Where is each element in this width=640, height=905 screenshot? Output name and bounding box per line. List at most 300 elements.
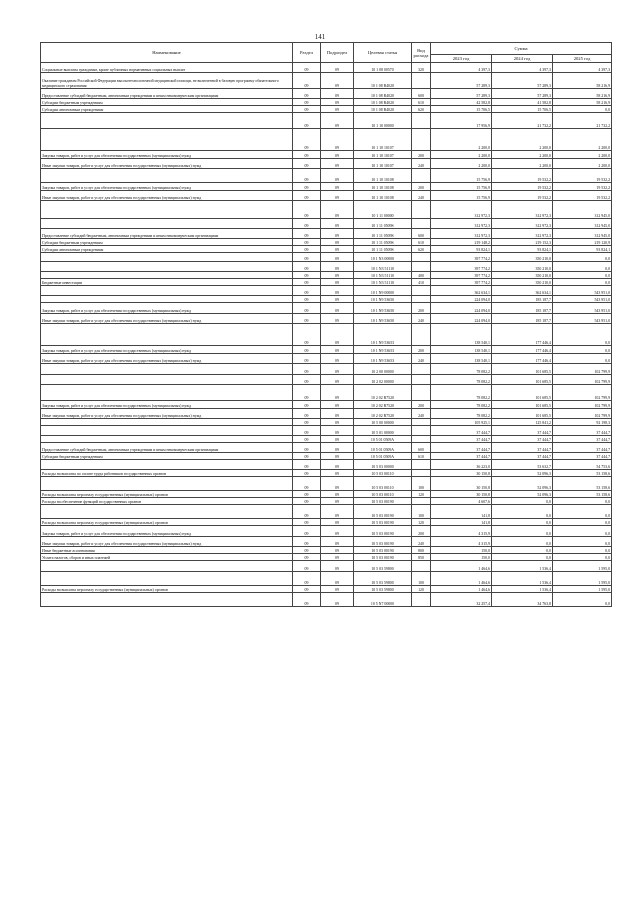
- row-razdel: 09: [293, 151, 321, 159]
- row-name: [41, 324, 293, 346]
- row-name: Иные закупки товаров, работ и услуг для обеспечения государственных (муниципальных) нужд: [41, 191, 293, 201]
- row-name: Иные закупки товаров, работ и услуг для обеспечения государственных (муниципальных) нужд: [41, 537, 293, 547]
- row-razdel: 09: [293, 375, 321, 385]
- row-target-article: 10 5 03 59800: [354, 586, 412, 593]
- row-podrazdel: 09: [321, 89, 354, 99]
- row-target-article: 10 5 01 00000: [354, 426, 412, 436]
- row-expense-type: 600: [412, 443, 431, 453]
- table-row: [41, 519, 612, 526]
- row-name: [41, 169, 293, 183]
- row-sum-2023: 78 082,2: [431, 409, 492, 419]
- row-name: [41, 364, 293, 375]
- row-expense-type: 200: [412, 183, 431, 191]
- row-sum-2024: 34 763,8: [492, 593, 553, 607]
- row-sum-2025: 0,0: [553, 253, 612, 262]
- row-expense-type: [412, 364, 431, 375]
- row-expense-type: [412, 375, 431, 385]
- row-sum-2023: 1 464,6: [431, 572, 492, 586]
- row-target-article: 10 5 03 00190: [354, 526, 412, 537]
- row-expense-type: [412, 286, 431, 296]
- row-podrazdel: 09: [321, 561, 354, 572]
- header-year-2025: 2025 год: [553, 55, 612, 63]
- row-sum-2023: 105 925,1: [431, 419, 492, 426]
- row-podrazdel: 09: [321, 470, 354, 477]
- row-target-article: 10 1 N9 53653: [354, 346, 412, 354]
- row-target-article: 10 5 03 00110: [354, 477, 412, 491]
- row-razdel: 09: [293, 169, 321, 183]
- row-sum-2023: 15 756,9: [431, 183, 492, 191]
- row-sum-2023: 4 315,9: [431, 526, 492, 537]
- row-target-article: 10 1 11 00000: [354, 201, 412, 219]
- row-expense-type: 620: [412, 106, 431, 113]
- row-podrazdel: 09: [321, 63, 354, 73]
- row-sum-2023: 2 200,0: [431, 151, 492, 159]
- row-razdel: 09: [293, 498, 321, 505]
- table-row: [41, 151, 612, 159]
- row-target-article: 10 1 08 00570: [354, 63, 412, 73]
- row-expense-type: 200: [412, 526, 431, 537]
- row-sum-2024: 312 972,3: [492, 219, 553, 229]
- row-target-article: 10 5 03 00190: [354, 554, 412, 561]
- row-razdel: 09: [293, 586, 321, 593]
- row-name: [41, 375, 293, 385]
- row-expense-type: [412, 201, 431, 219]
- row-name: Закупка товаров, работ и услуг для обеспечения государственных (муниципальных) нужд: [41, 303, 293, 314]
- row-target-article: 10 5 03 00190: [354, 519, 412, 526]
- row-target-article: 10 5 01 0509А: [354, 443, 412, 453]
- row-sum-2023: 138 540,1: [431, 324, 492, 346]
- row-razdel: 09: [293, 262, 321, 272]
- row-podrazdel: 09: [321, 169, 354, 183]
- row-razdel: 09: [293, 296, 321, 303]
- row-target-article: 10 5 03 00190: [354, 505, 412, 519]
- row-sum-2025: 19 532,2: [553, 183, 612, 191]
- row-name: Закупка товаров, работ и услуг для обеспечения государственных (муниципальных) нужд: [41, 183, 293, 191]
- row-name: Иные закупки товаров, работ и услуг для обеспечения государственных (муниципальных) нужд: [41, 409, 293, 419]
- header-podrazdel: Подраздел: [321, 43, 354, 63]
- table-row: [41, 547, 612, 554]
- row-sum-2025: 0,0: [553, 554, 612, 561]
- row-sum-2024: 37 444,7: [492, 443, 553, 453]
- row-podrazdel: 09: [321, 246, 354, 253]
- row-razdel: 09: [293, 519, 321, 526]
- row-sum-2025: 102 799,9: [553, 409, 612, 419]
- row-sum-2025: 37 444,7: [553, 436, 612, 443]
- row-sum-2025: 0,0: [553, 262, 612, 272]
- row-target-article: 10 5 01 0509А: [354, 453, 412, 460]
- row-sum-2025: 312 945,0: [553, 219, 612, 229]
- row-sum-2024: 0,0: [492, 547, 553, 554]
- row-sum-2023: 150,0: [431, 554, 492, 561]
- header-expense-type: Вид расхода: [412, 43, 431, 63]
- row-razdel: 09: [293, 572, 321, 586]
- row-sum-2024: 52 096,3: [492, 491, 553, 498]
- row-expense-type: 610: [412, 99, 431, 106]
- row-expense-type: [412, 73, 431, 89]
- row-sum-2025: 37 444,7: [553, 443, 612, 453]
- table-row: [41, 183, 612, 191]
- table-row: [41, 572, 612, 586]
- row-sum-2023: 57 289,3: [431, 89, 492, 99]
- row-name: [41, 286, 293, 296]
- row-target-article: 10 1 N9 53653: [354, 324, 412, 346]
- row-expense-type: [412, 169, 431, 183]
- row-sum-2025: 37 444,7: [553, 453, 612, 460]
- row-expense-type: [412, 129, 431, 151]
- table-row: [41, 554, 612, 561]
- table-row: [41, 453, 612, 460]
- row-name: Закупка товаров, работ и услуг для обеспечения государственных (муниципальных) нужд: [41, 346, 293, 354]
- row-name: Расходы на обеспечение функций государственных органов: [41, 498, 293, 505]
- row-name: [41, 129, 293, 151]
- row-sum-2023: 37 444,7: [431, 436, 492, 443]
- row-sum-2023: 78 082,2: [431, 401, 492, 409]
- row-sum-2024: 1 536,4: [492, 572, 553, 586]
- row-sum-2025: 0,0: [553, 526, 612, 537]
- row-sum-2024: 0,0: [492, 505, 553, 519]
- row-sum-2024: 177 446,4: [492, 346, 553, 354]
- row-expense-type: 410: [412, 279, 431, 286]
- row-name: Иные закупки товаров, работ и услуг для обеспечения государственных (муниципальных) нужд: [41, 159, 293, 169]
- row-expense-type: [412, 498, 431, 505]
- table-row: [41, 106, 612, 113]
- row-expense-type: 200: [412, 151, 431, 159]
- row-sum-2024: 350 210,0: [492, 279, 553, 286]
- row-razdel: 09: [293, 159, 321, 169]
- row-target-article: 10 1 10 10107: [354, 151, 412, 159]
- row-sum-2023: 36 223,0: [431, 460, 492, 470]
- row-razdel: 09: [293, 113, 321, 129]
- row-razdel: 09: [293, 526, 321, 537]
- row-razdel: 09: [293, 354, 321, 364]
- row-razdel: 09: [293, 491, 321, 498]
- header-sum: Сумма: [431, 43, 612, 55]
- table-row: [41, 470, 612, 477]
- row-razdel: 09: [293, 253, 321, 262]
- row-sum-2024: 185 187,7: [492, 296, 553, 303]
- row-podrazdel: 09: [321, 436, 354, 443]
- page-number: 141: [314, 33, 326, 41]
- row-sum-2024: 350 210,0: [492, 272, 553, 279]
- row-expense-type: 320: [412, 63, 431, 73]
- row-sum-2024: 15 706,5: [492, 106, 553, 113]
- row-sum-2023: 312 972,3: [431, 229, 492, 239]
- row-sum-2025: 2 200,0: [553, 129, 612, 151]
- table-row: [41, 201, 612, 219]
- row-podrazdel: 09: [321, 99, 354, 106]
- row-name: [41, 385, 293, 401]
- row-podrazdel: 09: [321, 354, 354, 364]
- row-sum-2023: 138 540,1: [431, 354, 492, 364]
- table-row: [41, 426, 612, 436]
- row-expense-type: [412, 561, 431, 572]
- row-sum-2023: 78 082,2: [431, 385, 492, 401]
- row-podrazdel: 09: [321, 586, 354, 593]
- row-target-article: 10 1 N3 51110: [354, 279, 412, 286]
- row-sum-2023: 224 094,0: [431, 303, 492, 314]
- row-sum-2025: 102 799,9: [553, 375, 612, 385]
- row-name: Расходы на выплаты персоналу государственных (муниципальных) органов: [41, 586, 293, 593]
- row-sum-2023: 30 150,8: [431, 470, 492, 477]
- row-sum-2023: 2 200,0: [431, 159, 492, 169]
- row-sum-2024: 0,0: [492, 519, 553, 526]
- row-podrazdel: 09: [321, 314, 354, 324]
- row-podrazdel: 09: [321, 491, 354, 498]
- header-name: Наименование: [41, 43, 293, 63]
- row-name: Иные закупки товаров, работ и услуг для обеспечения государственных (муниципальных) нужд: [41, 314, 293, 324]
- row-podrazdel: 09: [321, 593, 354, 607]
- row-target-article: 10 1 11 0509S: [354, 239, 412, 246]
- table-row: [41, 63, 612, 73]
- row-sum-2023: 219 148,2: [431, 239, 492, 246]
- row-name: [41, 113, 293, 129]
- row-expense-type: [412, 385, 431, 401]
- row-podrazdel: 09: [321, 279, 354, 286]
- row-razdel: 09: [293, 324, 321, 346]
- row-name: Субсидии автономным учреждениям: [41, 106, 293, 113]
- row-name: [41, 572, 293, 586]
- row-name: [41, 296, 293, 303]
- row-sum-2025: 0,0: [553, 279, 612, 286]
- row-sum-2025: 2 200,0: [553, 151, 612, 159]
- row-target-article: 10 1 08 R4020: [354, 73, 412, 89]
- row-expense-type: 240: [412, 537, 431, 547]
- row-sum-2023: 4 397,3: [431, 63, 492, 73]
- row-name: Закупка товаров, работ и услуг для обеспечения государственных (муниципальных) нужд: [41, 526, 293, 537]
- row-sum-2023: 141,8: [431, 519, 492, 526]
- row-sum-2025: 53 158,6: [553, 470, 612, 477]
- row-razdel: 09: [293, 286, 321, 296]
- table-row: [41, 364, 612, 375]
- row-target-article: 10 1 N9 53653: [354, 354, 412, 364]
- row-expense-type: 100: [412, 477, 431, 491]
- row-sum-2025: 102 799,9: [553, 401, 612, 409]
- row-podrazdel: 09: [321, 401, 354, 409]
- row-podrazdel: 09: [321, 460, 354, 470]
- row-sum-2024: 101 685,5: [492, 385, 553, 401]
- row-razdel: 09: [293, 401, 321, 409]
- table-row: [41, 159, 612, 169]
- row-sum-2024: 19 532,2: [492, 183, 553, 191]
- row-target-article: 10 5 03 00110: [354, 491, 412, 498]
- row-podrazdel: 09: [321, 159, 354, 169]
- row-expense-type: 240: [412, 409, 431, 419]
- row-sum-2024: 37 444,7: [492, 436, 553, 443]
- row-sum-2025: 312 945,0: [553, 201, 612, 219]
- row-target-article: 10 5 03 00110: [354, 470, 412, 477]
- row-razdel: 09: [293, 505, 321, 519]
- row-podrazdel: 09: [321, 409, 354, 419]
- row-podrazdel: 09: [321, 519, 354, 526]
- row-sum-2023: 224 094,0: [431, 296, 492, 303]
- row-sum-2024: 52 096,3: [492, 470, 553, 477]
- row-podrazdel: 09: [321, 477, 354, 491]
- table-row: [41, 409, 612, 419]
- row-sum-2025: 4 397,3: [553, 63, 612, 73]
- table-row: [41, 491, 612, 498]
- row-razdel: 09: [293, 314, 321, 324]
- table-row: [41, 279, 612, 286]
- row-sum-2025: 53 158,6: [553, 477, 612, 491]
- row-target-article: 10 1 08 R4020: [354, 106, 412, 113]
- row-sum-2025: 19 532,2: [553, 191, 612, 201]
- row-target-article: 10 5 03 00000: [354, 460, 412, 470]
- row-sum-2024: 101 685,5: [492, 364, 553, 375]
- row-podrazdel: 09: [321, 364, 354, 375]
- row-sum-2024: 2 200,0: [492, 129, 553, 151]
- row-sum-2023: 30 150,8: [431, 477, 492, 491]
- row-sum-2023: 397 774,2: [431, 253, 492, 262]
- row-name: Предоставление субсидий бюджетным, автономным учреждениям и иным некоммерческим организациям: [41, 443, 293, 453]
- row-name: Субсидии бюджетным учреждениям: [41, 239, 293, 246]
- row-sum-2024: 37 444,7: [492, 426, 553, 436]
- row-razdel: 09: [293, 303, 321, 314]
- table-row: [41, 272, 612, 279]
- row-expense-type: 620: [412, 246, 431, 253]
- row-name: [41, 436, 293, 443]
- row-sum-2024: 37 444,7: [492, 453, 553, 460]
- row-sum-2023: 4 607,6: [431, 498, 492, 505]
- row-razdel: 09: [293, 272, 321, 279]
- row-sum-2023: 4 315,9: [431, 537, 492, 547]
- row-podrazdel: 09: [321, 385, 354, 401]
- row-sum-2023: 312 972,3: [431, 201, 492, 219]
- table-row: [41, 129, 612, 151]
- row-podrazdel: 09: [321, 183, 354, 191]
- row-razdel: 09: [293, 453, 321, 460]
- row-sum-2025: 219 120,9: [553, 239, 612, 246]
- row-razdel: 09: [293, 279, 321, 286]
- row-podrazdel: 09: [321, 537, 354, 547]
- row-sum-2025: 58 216,9: [553, 73, 612, 89]
- row-expense-type: 240: [412, 354, 431, 364]
- row-name: Субсидии бюджетным учреждениям: [41, 99, 293, 106]
- row-name: [41, 419, 293, 426]
- table-row: [41, 296, 612, 303]
- row-target-article: 10 1 N9 53650: [354, 296, 412, 303]
- row-sum-2024: 1 536,4: [492, 586, 553, 593]
- row-sum-2023: 138 540,1: [431, 346, 492, 354]
- row-sum-2024: 19 532,2: [492, 169, 553, 183]
- row-podrazdel: 09: [321, 219, 354, 229]
- row-target-article: 10 1 10 10107: [354, 129, 412, 151]
- row-sum-2024: 1 536,4: [492, 561, 553, 572]
- table-row: [41, 169, 612, 183]
- row-razdel: 09: [293, 561, 321, 572]
- table-row: [41, 286, 612, 296]
- row-sum-2025: 0,0: [553, 593, 612, 607]
- budget-table: [40, 42, 612, 607]
- row-sum-2025: 102 799,9: [553, 364, 612, 375]
- row-expense-type: 200: [412, 346, 431, 354]
- row-podrazdel: 09: [321, 113, 354, 129]
- table-row: [41, 436, 612, 443]
- row-name: Расходы на выплаты персоналу государственных (муниципальных) органов: [41, 491, 293, 498]
- row-name: Предоставление субсидий бюджетным, автономным учреждениям и иным некоммерческим организациям: [41, 89, 293, 99]
- row-target-article: 10 5 03 00190: [354, 498, 412, 505]
- table-row: [41, 246, 612, 253]
- row-razdel: 09: [293, 460, 321, 470]
- table-row: [41, 419, 612, 426]
- row-sum-2024: 57 289,3: [492, 73, 553, 89]
- row-sum-2024: 101 685,5: [492, 409, 553, 419]
- row-sum-2024: 101 685,5: [492, 401, 553, 409]
- row-expense-type: 400: [412, 272, 431, 279]
- row-podrazdel: 09: [321, 498, 354, 505]
- row-sum-2024: 52 096,3: [492, 477, 553, 491]
- row-sum-2025: 1 595,0: [553, 586, 612, 593]
- table-row: [41, 537, 612, 547]
- row-target-article: 10 1 11 0509S: [354, 229, 412, 239]
- row-name: [41, 262, 293, 272]
- table-row: [41, 314, 612, 324]
- row-podrazdel: 09: [321, 526, 354, 537]
- row-name: Оказание гражданам Российской Федерации высокотехнологичной медицинской помощи, не включенной в базовую программу обязательного медицинского страхования: [41, 73, 293, 89]
- row-name: [41, 201, 293, 219]
- row-sum-2025: 21 732,2: [553, 113, 612, 129]
- row-target-article: 10 1 08 R4020: [354, 99, 412, 106]
- row-target-article: 10 5 03 59800: [354, 572, 412, 586]
- row-expense-type: [412, 296, 431, 303]
- row-podrazdel: 09: [321, 324, 354, 346]
- row-razdel: 09: [293, 537, 321, 547]
- header-year-2024: 2024 год: [492, 55, 553, 63]
- row-sum-2025: 543 951,0: [553, 314, 612, 324]
- row-target-article: 10 1 10 00000: [354, 113, 412, 129]
- row-target-article: 10 1 N3 51110: [354, 262, 412, 272]
- row-expense-type: [412, 262, 431, 272]
- table-row: [41, 354, 612, 364]
- row-expense-type: 800: [412, 547, 431, 554]
- row-target-article: 10 1 11 0509S: [354, 219, 412, 229]
- row-expense-type: 120: [412, 586, 431, 593]
- row-sum-2024: 4 397,3: [492, 63, 553, 73]
- row-razdel: 09: [293, 364, 321, 375]
- row-sum-2023: 15 756,9: [431, 169, 492, 183]
- row-target-article: 10 1 10 10108: [354, 169, 412, 183]
- row-sum-2023: 2 200,0: [431, 129, 492, 151]
- row-sum-2023: 93 824,1: [431, 246, 492, 253]
- row-razdel: 09: [293, 385, 321, 401]
- row-expense-type: [412, 426, 431, 436]
- row-expense-type: [412, 470, 431, 477]
- table-row: [41, 219, 612, 229]
- row-razdel: 09: [293, 470, 321, 477]
- row-razdel: 09: [293, 201, 321, 219]
- row-podrazdel: 09: [321, 239, 354, 246]
- row-sum-2024: 0,0: [492, 537, 553, 547]
- row-name: Иные бюджетные ассигнования: [41, 547, 293, 554]
- row-name: Расходы на выплаты по оплате труда работников государственных органов: [41, 470, 293, 477]
- row-razdel: 09: [293, 191, 321, 201]
- row-sum-2023: 141,8: [431, 505, 492, 519]
- row-sum-2023: 312 972,3: [431, 219, 492, 229]
- row-expense-type: 600: [412, 229, 431, 239]
- row-expense-type: 100: [412, 505, 431, 519]
- row-podrazdel: 09: [321, 296, 354, 303]
- row-sum-2025: 1 595,0: [553, 561, 612, 572]
- row-razdel: 09: [293, 129, 321, 151]
- table-row: [41, 239, 612, 246]
- row-sum-2025: 0,0: [553, 537, 612, 547]
- row-expense-type: [412, 219, 431, 229]
- row-sum-2023: 150,0: [431, 547, 492, 554]
- row-sum-2025: 0,0: [553, 324, 612, 346]
- row-podrazdel: 09: [321, 151, 354, 159]
- row-sum-2025: 1 595,0: [553, 572, 612, 586]
- row-expense-type: [412, 436, 431, 443]
- row-target-article: 10 5 00 00000: [354, 419, 412, 426]
